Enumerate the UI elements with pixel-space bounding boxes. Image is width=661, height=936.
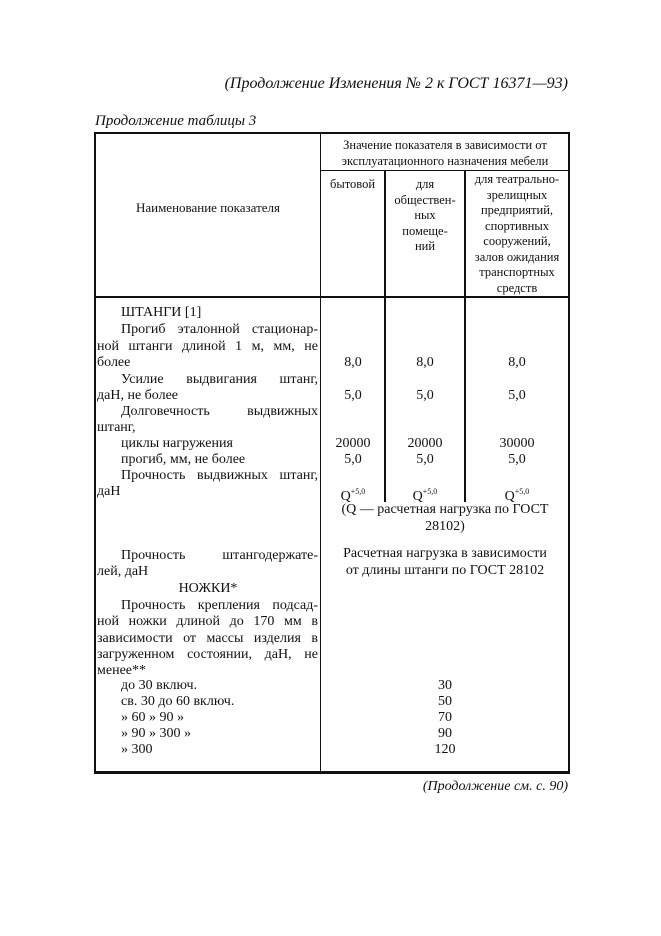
value-cell: 20000 (407, 436, 443, 451)
strength-value: $Q^{+5,0}$ (504, 487, 530, 504)
indicator-line: до 30 включ. (121, 678, 197, 693)
indicator-line: штанг, (97, 420, 136, 435)
header-group (322, 138, 568, 169)
indicator-line: » 300 (121, 742, 153, 757)
indicator-line: циклы нагружения (121, 436, 233, 451)
indicator-line: лей, даН (97, 564, 149, 579)
leg-strength-value: 70 (438, 710, 452, 725)
q-note: 28102) (425, 519, 465, 534)
header-group-line: эксплуатационного назначения мебели (341, 153, 549, 168)
value-cell: 8,0 (508, 355, 526, 370)
value-cell: 5,0 (416, 452, 434, 467)
leg-strength-value: 90 (438, 726, 452, 741)
value-cell: 5,0 (344, 452, 362, 467)
indicator-line: Прочность крепления подсад- (121, 598, 318, 613)
indicator-line: Прочность выдвижных штанг, (121, 468, 318, 483)
value-cell: 5,0 (508, 388, 526, 403)
strength-value: $Q^{+5,0}$ (340, 487, 366, 504)
running-head: (Продолжение Изменения № 2 к ГОСТ 16371—93) (224, 75, 568, 92)
header-col-theatre: для театрально- зрелищных предприятий, спортивных сооружений, залов ожидания транспортных средств (474, 172, 560, 295)
indicator-line: зависимости от массы изделия в (97, 631, 318, 646)
holder-note: Расчетная нагрузка в зависимости (343, 546, 547, 561)
indicator-line: НОЖКИ* (178, 581, 238, 596)
header-name-col: Наименование показателя (135, 200, 281, 215)
indicator-line: более (97, 355, 131, 370)
q-note: (Q — расчетная нагрузка по ГОСТ (341, 502, 549, 517)
indicator-line: ной штанги длиной 1 м, мм, не (97, 339, 318, 354)
header-col-public: для обществен- ных помеще- ний (394, 177, 456, 253)
indicator-line: ной ножки длиной до 170 мм в (97, 614, 318, 629)
indicator-line: Усилие выдвигания штанг, (121, 372, 318, 387)
value-cell: 5,0 (344, 388, 362, 403)
value-cell: 8,0 (344, 355, 362, 370)
indicator-line: даН (97, 484, 121, 499)
value-cell: 8,0 (416, 355, 434, 370)
value-cell: 5,0 (508, 452, 526, 467)
indicator-line: Долговечность выдвижных (121, 404, 318, 419)
header-col-household: бытовой (329, 177, 376, 191)
indicator-line: прогиб, мм, не более (121, 452, 246, 467)
value-cell: 20000 (335, 436, 371, 451)
leg-strength-value: 50 (438, 694, 452, 709)
indicator-line: Прогиб эталонной стационар- (121, 322, 318, 337)
leg-strength-value: 30 (438, 678, 452, 693)
value-cell: 5,0 (416, 388, 434, 403)
table-caption: Продолжение таблицы 3 (95, 113, 257, 129)
indicator-line: » 90 » 300 » (121, 726, 191, 741)
footer-continuation: (Продолжение см. с. 90) (422, 779, 568, 794)
value-cell: 30000 (499, 436, 535, 451)
header-group-line: Значение показателя в зависимости от (343, 138, 547, 152)
indicator-line: загруженном состоянии, даН, не (97, 647, 318, 662)
indicator-line: ШТАНГИ [1] (121, 305, 202, 320)
indicator-line: » 60 » 90 » (121, 710, 184, 725)
indicator-line: св. 30 до 60 включ. (121, 694, 235, 709)
leg-strength-value: 120 (434, 742, 456, 757)
holder-note: от длины штанги по ГОСТ 28102 (345, 563, 545, 578)
strength-value: $Q^{+5,0}$ (412, 487, 438, 504)
indicator-line: менее** (97, 663, 146, 678)
indicator-line: даН, не более (97, 388, 179, 403)
indicator-line: Прочность штангодержате- (121, 548, 318, 563)
